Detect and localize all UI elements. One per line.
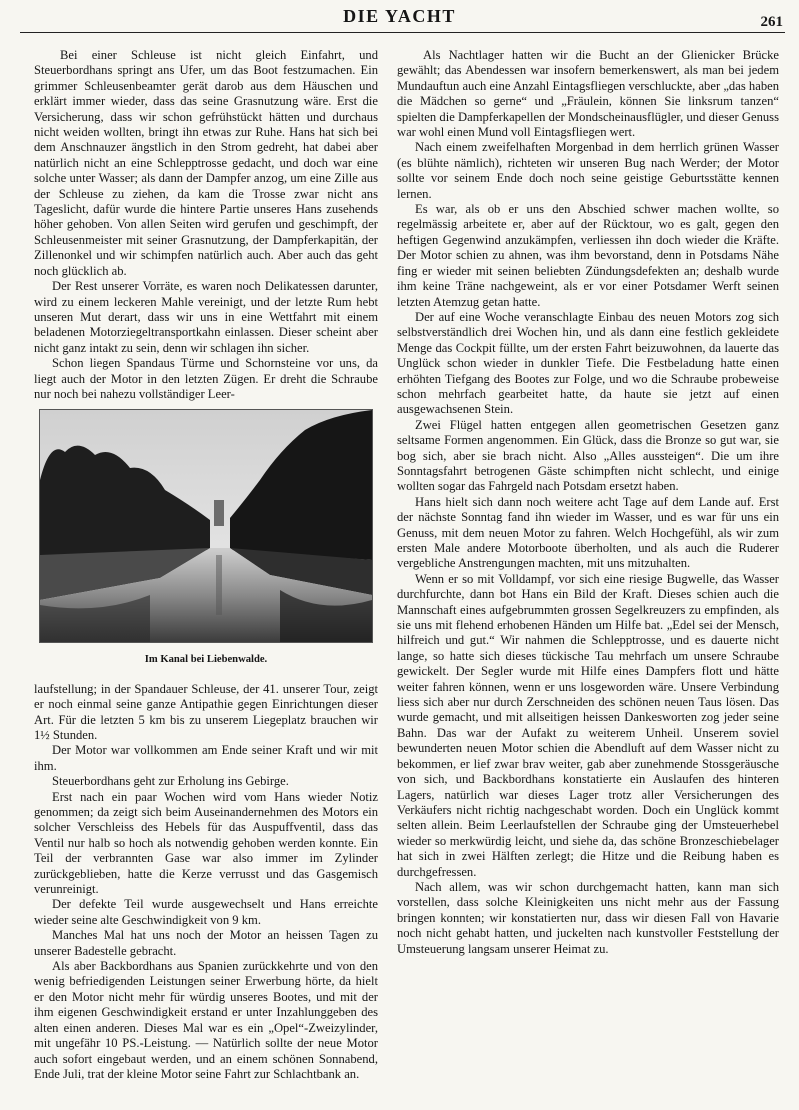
page-number: 261	[760, 14, 783, 30]
paragraph: Steuerbordhans geht zur Erholung ins Gebirge.	[52, 774, 289, 789]
figure	[34, 409, 378, 667]
paragraph: Nach einem zweifelhaften Morgenbad in dem herrlich grünen Wasser (es blühte nämlich), richteten wir unseren Bug nach Werder; der Motor sollte vor seinem Ende doch noch seine geistige Geburtsstätte kennen lernen.	[397, 140, 779, 201]
paragraph: Hans hielt sich dann noch weitere acht Tage auf dem Lande auf. Erst der nächste Sonntag fand ihn wieder im Wasser, und es war für uns ein Genuss, mit dem neuen Motor zu fahren. Welch Hochgefühl, als wir zum ersten Male andere Motorboote überholten, und als auch die Ruderer vergebliche Anstrengungen machten, mit uns mitzuhalten.	[397, 494, 779, 571]
running-title: DIE YACHT	[343, 6, 456, 26]
canal-photo	[39, 409, 373, 643]
paragraph: Es war, als ob er uns den Abschied schwer machen wollte, so regelmässig arbeitete er, aber auf der Rücktour, wo es galt, gegen den heftigen Gegenwind anzukämpfen, verliessen ihn doch wieder die Kräfte. Der Motor schien zu ahnen, was ihm bevorstand, denn in Potsdams Nähe fing er wieder mit seinen beliebten Zündungsdefekten an; deshalb wurde ihm keine Träne nachgeweint, als er vor einer Potsdamer Werft seinen letzten Atemzug getan hatte.	[397, 202, 779, 309]
paragraph: Der auf eine Woche veranschlagte Einbau des neuen Motors zog sich selbstverständlich drei Wochen hin, und als dann eine festlich gekleidete Menge das Cockpit füllte, um der ersten Fahrt beizuwohnen, da lauerte das Unglück schon wieder in dunkler Tiefe. Die Festbeladung hatte einen erhöhten Tiefgang des Bootes zur Folge, und wo die Schraube probeweise schon mehrfach gearbeitet hatte, da haute sie jetzt auf einen ausgewachsenen Stein.	[397, 309, 779, 417]
paragraph: Als Nachtlager hatten wir die Bucht an der Glienicker Brücke gewählt; das Abendessen war insofern bemerkenswert, als man bei jedem Mundauftun auch eine Anzahl Eintagsfliegen verschluckte, aber „das haben die Mädchen so gerne“ und „Fräulein, können Sie linksrum tanzen“ spielten die Dampferkapellen der Mondscheinausflügler, und dieser Genuss war wohl einen Mund voll Eintagsfliegen wert.	[397, 48, 779, 140]
paragraph: Manches Mal hat uns noch der Motor an heissen Tagen zu unserer Badestelle gebracht.	[34, 928, 378, 958]
paragraph: Nach allem, was wir schon durchgemacht hatten, kann man sich vorstellen, dass solche Kleinigkeiten uns nicht mehr aus der Fassung bringen konnten; wir konstatierten nur, dass wir diesen Fall von Havarie noch nicht gehabt hatten, und juckelten nach kunstvoller Feststellung der Umsteuerung langsam unserer Heimat zu.	[397, 879, 779, 956]
paragraph: Erst nach ein paar Wochen wird vom Hans wieder Notiz genommen; da zeigt sich beim Auseinandernehmen des Motors ein solcher Verschleiss des Hebels für das Auspuffventil, dass das Ventil nur halb so hoch als notwendig gehoben werden konnte. Ein Teil der verbrannten Gase war also immer im Zylinder zurückgeblieben, hatte die Kerze verrusst und das Gasgemisch verunreinigt.	[34, 789, 378, 897]
paragraph: Bei einer Schleuse ist nicht gleich Einfahrt, und Steuerbordhans springt ans Ufer, um das Boot festzumachen. Ein grimmer Schleusenbeamter gerät darob aus dem Häuschen und erklärt immer wieder, dass das seine Grasnutzung wäre. Erst die Versicherung, dass wir schon gefrühstückt hätten und durchaus nicht weiden wollten, bringt ihn etwas zur Ruhe. Hans hat sich bei dem Anschnauzer ängstlich in den Strom gedreht, hat dabei aber natürlich nicht an eine Schlepptrosse gedacht, und doch war eine solche unter Wasser; als dann der Dampfer anzog, um eine Zille aus der Schleuse zu ziehen, da kam die Trosse zwar nicht ans Tageslicht, dafür wurde die hintere Partie unseres Hans zusehends höher gehoben. Von allen Seiten wird gerufen und geschimpft, der Schleusenmeister mit seiner Grasnutzung, der Dampferkapitän, der Zillenonkel und wir schimpfen natürlich auch. Aber auch das geht noch glücklich ab.	[34, 48, 378, 278]
paragraph: Der Motor war vollkommen am Ende seiner Kraft und wir mit ihm.	[34, 743, 378, 773]
paragraph: Wenn er so mit Volldampf, vor sich eine riesige Bugwelle, das Wasser durchfurchte, dann bot Hans ein Bild der Kraft. Dieses schien auch die Mannschaft eines aufgebrummten grossen Segelkreuzers zu empfinden, als sie uns mit flehend erhobenen Händen um Hilfe bat. „Edel sei der Mensch, hilfreich und gut.“ Wir nahmen die Schlepptrosse, und es dauerte nicht lange, so hatte sich dieses tückische Tau mehrfach um unsere Schraube gewickelt. Der Segler wurde mit Hilfe eines Dampfers flott und hätte weiter fahren können, wenn er uns losgeworden wäre. Unsere Verbindung liess sich aber nur durch Zerschneiden des schönen neuen Taus lösen. Das wurde gemacht, und mit allseitigen heissen Dankesworten zog jeder seine Bahn. Das war der Aufakt zu weiterem Unheil. Unserem soviel bewunderten neuen Motor schien die Abendluft auf dem Wasser nicht zu bekommen, er lief zwar brav weiter, gab aber zunehmende Stossgeräusche von sich, und Backbordhans konstatierte ein Auslaufen des hinteren Lagers, natürlich war dieses Lager trotz aller Versicherungen des Verkäufers nicht richtig nachgeschabt worden. Doch ein Unglück kommt selten allein. Beim Leerlaufstellen der Schraube ging der Umsteuerhebel wieder so merkwürdig leicht, und siehe da, das schöne Bronzeschiebelager hat sich in zwei Hälften zerlegt; die Hitze und die Reibung haben es durchgefressen.	[397, 571, 779, 879]
figure-caption: Im Kanal bei Liebenwalde.	[144, 654, 268, 666]
header-rule	[20, 32, 785, 33]
paragraph: Der Rest unserer Vorräte, es waren noch Delikatessen darunter, wird zu einem leckeren Mahle vereinigt, und der letzte Rum hebt unseren Mut derart, dass wir uns in eine Wettfahrt mit einem beladenen Motorziegeltransportkahn einlassen. Dieser scheint aber nicht ganz intakt zu sein, denn wir schlagen ihn sicher.	[34, 279, 378, 355]
right-column	[397, 48, 779, 957]
paragraph: Schon liegen Spandaus Türme und Schornsteine vor uns, da liegt auch der Motor in den letzten Zügen. Er dreht die Schraube nur noch bei nahezu vollständiger Leer-	[34, 356, 378, 401]
paragraph: Der defekte Teil wurde ausgewechselt und Hans erreichte wieder seine alte Geschwindigkeit von 9 km.	[34, 897, 378, 927]
left-column	[34, 48, 378, 1082]
paragraph: Als aber Backbordhans aus Spanien zurückkehrte und von den wenig befriedigenden Leistungen seiner Erwerbung hörte, da hielt er den Motor nicht mehr für würdig unseres Bootes, und mit der ihm eigenen Geschwindigkeit erstand er unter Inzahlunggeben des alten einen anderen. Dieses Mal war es ein „Opel“-Zweizylinder, mit ungefähr 10 PS.-Leistung. — Natürlich sollte der neue Motor auch sofort eingebaut werden, und an einem schönen Sonnabend, Ende Juli, trat der kleine Motor seine Fahrt zur Schlachtbank an.	[34, 959, 378, 1081]
paragraph: laufstellung; in der Spandauer Schleuse, der 41. unserer Tour, zeigt er noch einmal seine ganze Antipathie gegen Einrichtungen dieser Art. Für die letzten 5 km bis zu unserem Liegeplatz brauchen wir 1½ Stunden.	[34, 681, 378, 742]
paragraph: Zwei Flügel hatten entgegen allen geometrischen Gesetzen ganz seltsame Formen angenommen. Ein Glück, dass die Bronze so gut war, sie bog sich, aber sie brach nicht. Also „Alles aussteigen“. Die um ihre Sonntagsfahrt betrogenen Gäste schimpften nicht schlecht, und einige wollten sogar das Fahrgeld nach Potsdam ersetzt haben.	[397, 417, 779, 494]
